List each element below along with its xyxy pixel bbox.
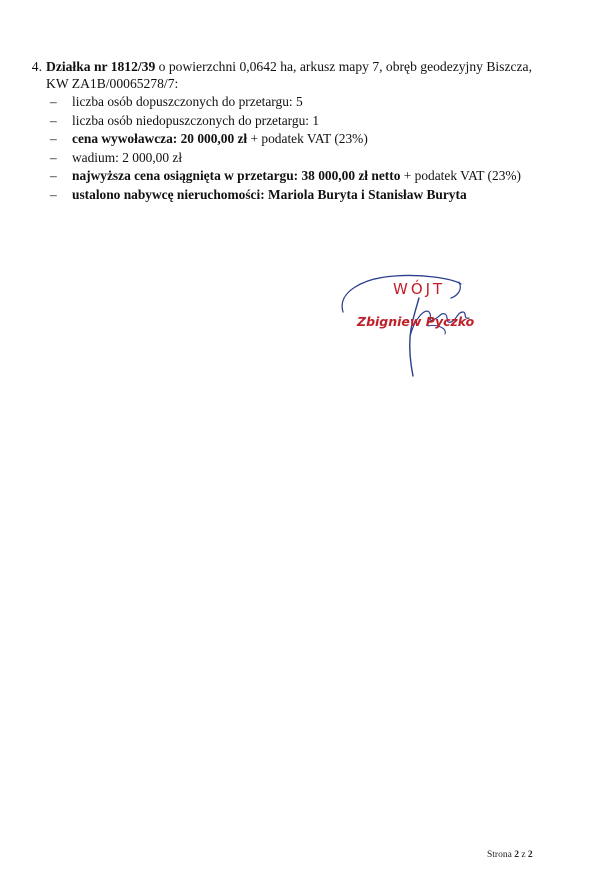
footer-prefix: Strona bbox=[487, 850, 515, 860]
list-item bbox=[20, 130, 560, 149]
auction-details-list bbox=[20, 93, 560, 205]
auction-item bbox=[20, 58, 560, 205]
list-item bbox=[20, 186, 560, 205]
dash-marker: – bbox=[50, 112, 57, 128]
dash-marker: – bbox=[50, 94, 57, 109]
dash-marker: – bbox=[50, 186, 57, 202]
list-item bbox=[20, 112, 560, 131]
list-item-text bbox=[72, 149, 182, 166]
dash-marker: – bbox=[50, 168, 57, 184]
list-item-text bbox=[72, 167, 521, 184]
item-heading bbox=[20, 58, 560, 92]
parcel-label: Działka nr 1812/39 bbox=[46, 59, 156, 74]
footer-total-pages: 2 bbox=[527, 850, 533, 860]
item-number: 4. bbox=[31, 59, 42, 74]
list-item-text bbox=[72, 130, 368, 147]
list-item-text bbox=[72, 186, 467, 203]
list-item-text bbox=[72, 112, 319, 129]
list-item-plain: liczba osób niedopuszczonych do przetargu: 1 bbox=[72, 112, 320, 128]
list-item-bold: najwyższa cena osiągnięta w przetargu: 38 000,00 zł netto bbox=[72, 168, 401, 184]
item-description bbox=[46, 58, 560, 92]
footer-current-page: 2 bbox=[514, 850, 519, 860]
footer-middle: z bbox=[518, 850, 528, 860]
list-item-bold: ustalono nabywcę nieruchomości: Mariola Buryta i Stanisław Buryta bbox=[72, 186, 467, 202]
parcel-description: o powierzchni 0,0642 ha, arkusz mapy 7, obręb geodezyjny Biszcza, bbox=[155, 59, 532, 74]
stamp-role: WÓJT bbox=[393, 280, 446, 298]
list-item bbox=[20, 167, 560, 186]
land-register-number: KW ZA1B/00065278/7: bbox=[46, 76, 179, 91]
list-item-plain: + podatek VAT (23%) bbox=[400, 168, 522, 184]
signature-stamp bbox=[333, 268, 493, 386]
list-item bbox=[20, 149, 560, 168]
list-item-text bbox=[72, 93, 303, 110]
stamp-name: Zbigniew Pyczko bbox=[357, 314, 475, 329]
list-item bbox=[20, 93, 560, 112]
dash-marker: – bbox=[50, 149, 57, 165]
page-footer bbox=[487, 850, 533, 860]
list-item-plain: liczba osób dopuszczonych do przetargu: 5 bbox=[72, 94, 303, 109]
list-item-plain: wadium: 2 000,00 zł bbox=[72, 149, 183, 165]
dash-marker: – bbox=[50, 131, 57, 147]
list-item-bold: cena wywoławcza: 20 000,00 zł bbox=[72, 131, 248, 147]
list-item-plain: + podatek VAT (23%) bbox=[247, 131, 368, 147]
